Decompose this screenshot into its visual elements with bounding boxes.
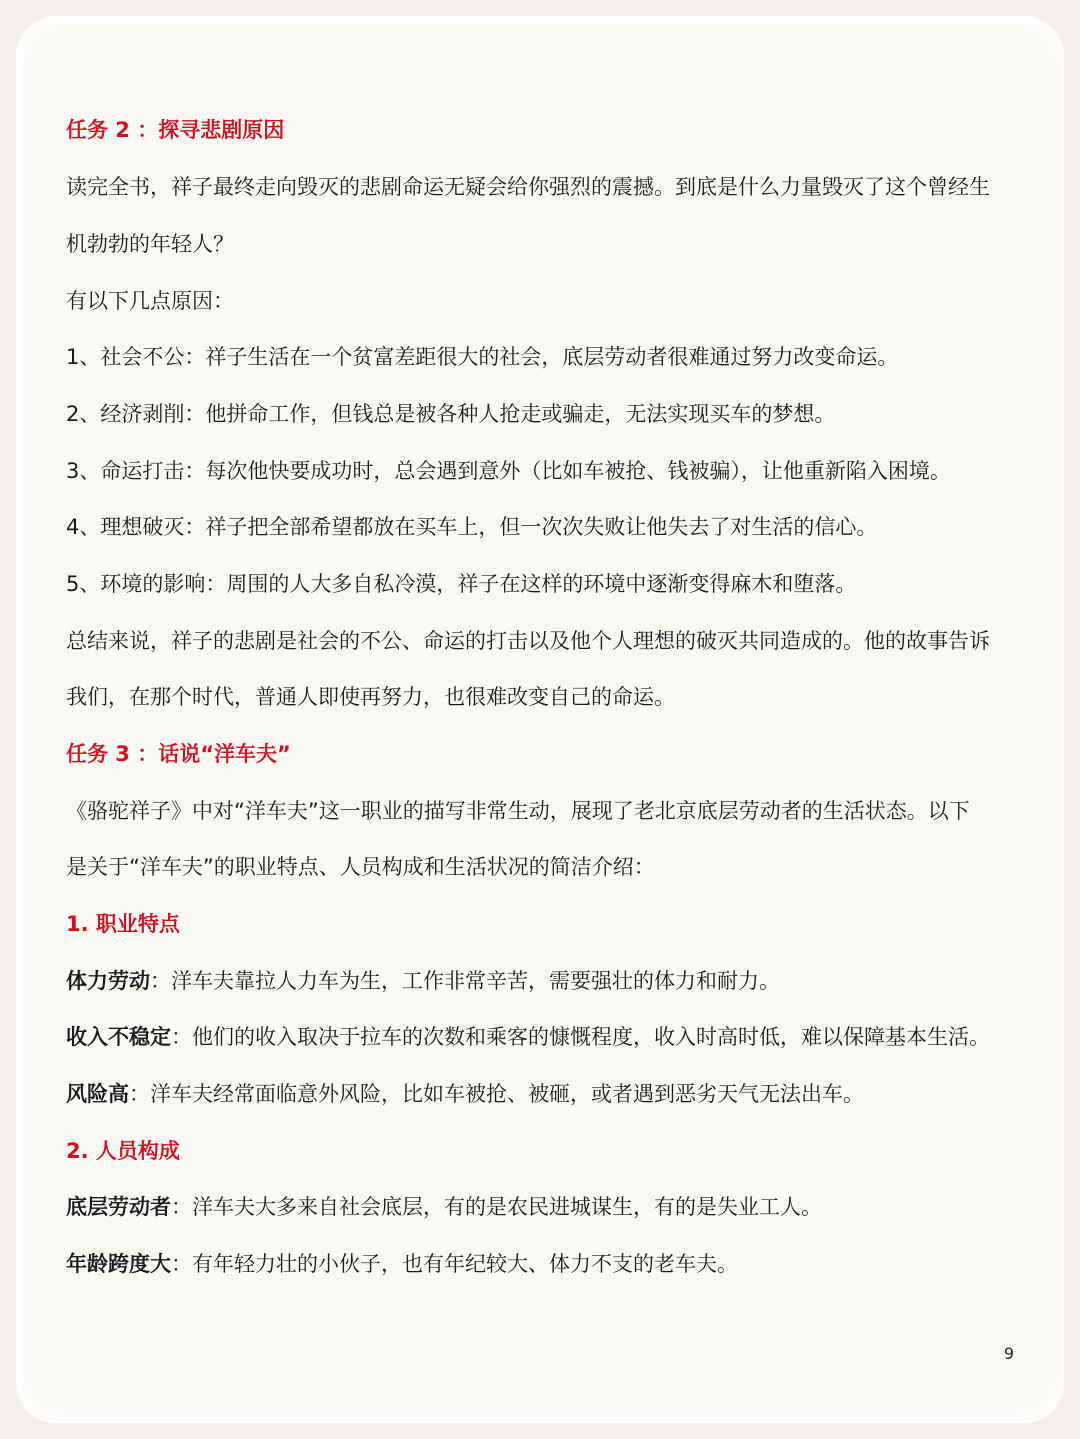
feature-item [66, 1023, 990, 1051]
summary-line: 总结来说，祥子的悲剧是社会的不公、命运的打击以及他个人理想的破灭共同造成的。他的故事告诉 [66, 629, 990, 653]
composition-item [66, 1250, 738, 1278]
composition-term: 年龄跨度大 [66, 1252, 171, 1276]
feature-term: 收入不稳定 [66, 1025, 171, 1049]
reason-item: 2、经济剥削：他拼命工作，但钱总是被各种人抢走或骗走，无法实现买车的梦想。 [66, 402, 836, 426]
document-page [16, 16, 1064, 1423]
reasons-lead: 有以下几点原因： [66, 289, 234, 313]
feature-item [66, 1080, 864, 1108]
task3-intro-line: 《骆驼祥子》中对“洋车夫”这一职业的描写非常生动，展现了老北京底层劳动者的生活状态。以下 [66, 799, 970, 823]
composition-item [66, 1193, 822, 1221]
feature-text: ：洋车夫靠拉人力车为生，工作非常辛苦，需要强壮的体力和耐力。 [150, 969, 780, 993]
reason-item: 4、理想破灭：祥子把全部希望都放在买车上，但一次次失败让他失去了对生活的信心。 [66, 515, 878, 539]
section-title: 1. 职业特点 [66, 912, 180, 936]
feature-item [66, 967, 780, 995]
section-title: 2. 人员构成 [66, 1139, 180, 1163]
composition-text: ：有年轻力壮的小伙子，也有年纪较大、体力不支的老车夫。 [171, 1252, 738, 1276]
task2-intro-line: 机勃勃的年轻人？ [66, 232, 234, 256]
task2-heading: 任务 2 ：探寻悲剧原因 [66, 118, 285, 142]
feature-text: ：他们的收入取决于拉车的次数和乘客的慷慨程度，收入时高时低，难以保障基本生活。 [171, 1025, 990, 1049]
task3-intro-line: 是关于“洋车夫”的职业特点、人员构成和生活状况的简洁介绍： [66, 855, 655, 879]
composition-text: ：洋车夫大多来自社会底层，有的是农民进城谋生，有的是失业工人。 [171, 1195, 822, 1219]
reason-item: 3、命运打击：每次他快要成功时，总会遇到意外（比如车被抢、钱被骗），让他重新陷入困境。 [66, 459, 951, 483]
reason-item: 5、环境的影响：周围的人大多自私冷漠，祥子在这样的环境中逐渐变得麻木和堕落。 [66, 572, 857, 596]
feature-term: 体力劳动 [66, 969, 150, 993]
page-number: 9 [1003, 1344, 1014, 1363]
task3-heading: 任务 3 ：话说“洋车夫” [66, 742, 291, 766]
reason-item: 1、社会不公：祥子生活在一个贫富差距很大的社会，底层劳动者很难通过努力改变命运。 [66, 345, 899, 369]
composition-term: 底层劳动者 [66, 1195, 171, 1219]
task2-intro-line: 读完全书，祥子最终走向毁灭的悲剧命运无疑会给你强烈的震撼。到底是什么力量毁灭了这个曾经生 [66, 175, 990, 199]
summary-line: 我们，在那个时代，普通人即使再努力，也很难改变自己的命运。 [66, 685, 675, 709]
feature-term: 风险高 [66, 1082, 129, 1106]
feature-text: ：洋车夫经常面临意外风险，比如车被抢、被砸，或者遇到恶劣天气无法出车。 [129, 1082, 864, 1106]
